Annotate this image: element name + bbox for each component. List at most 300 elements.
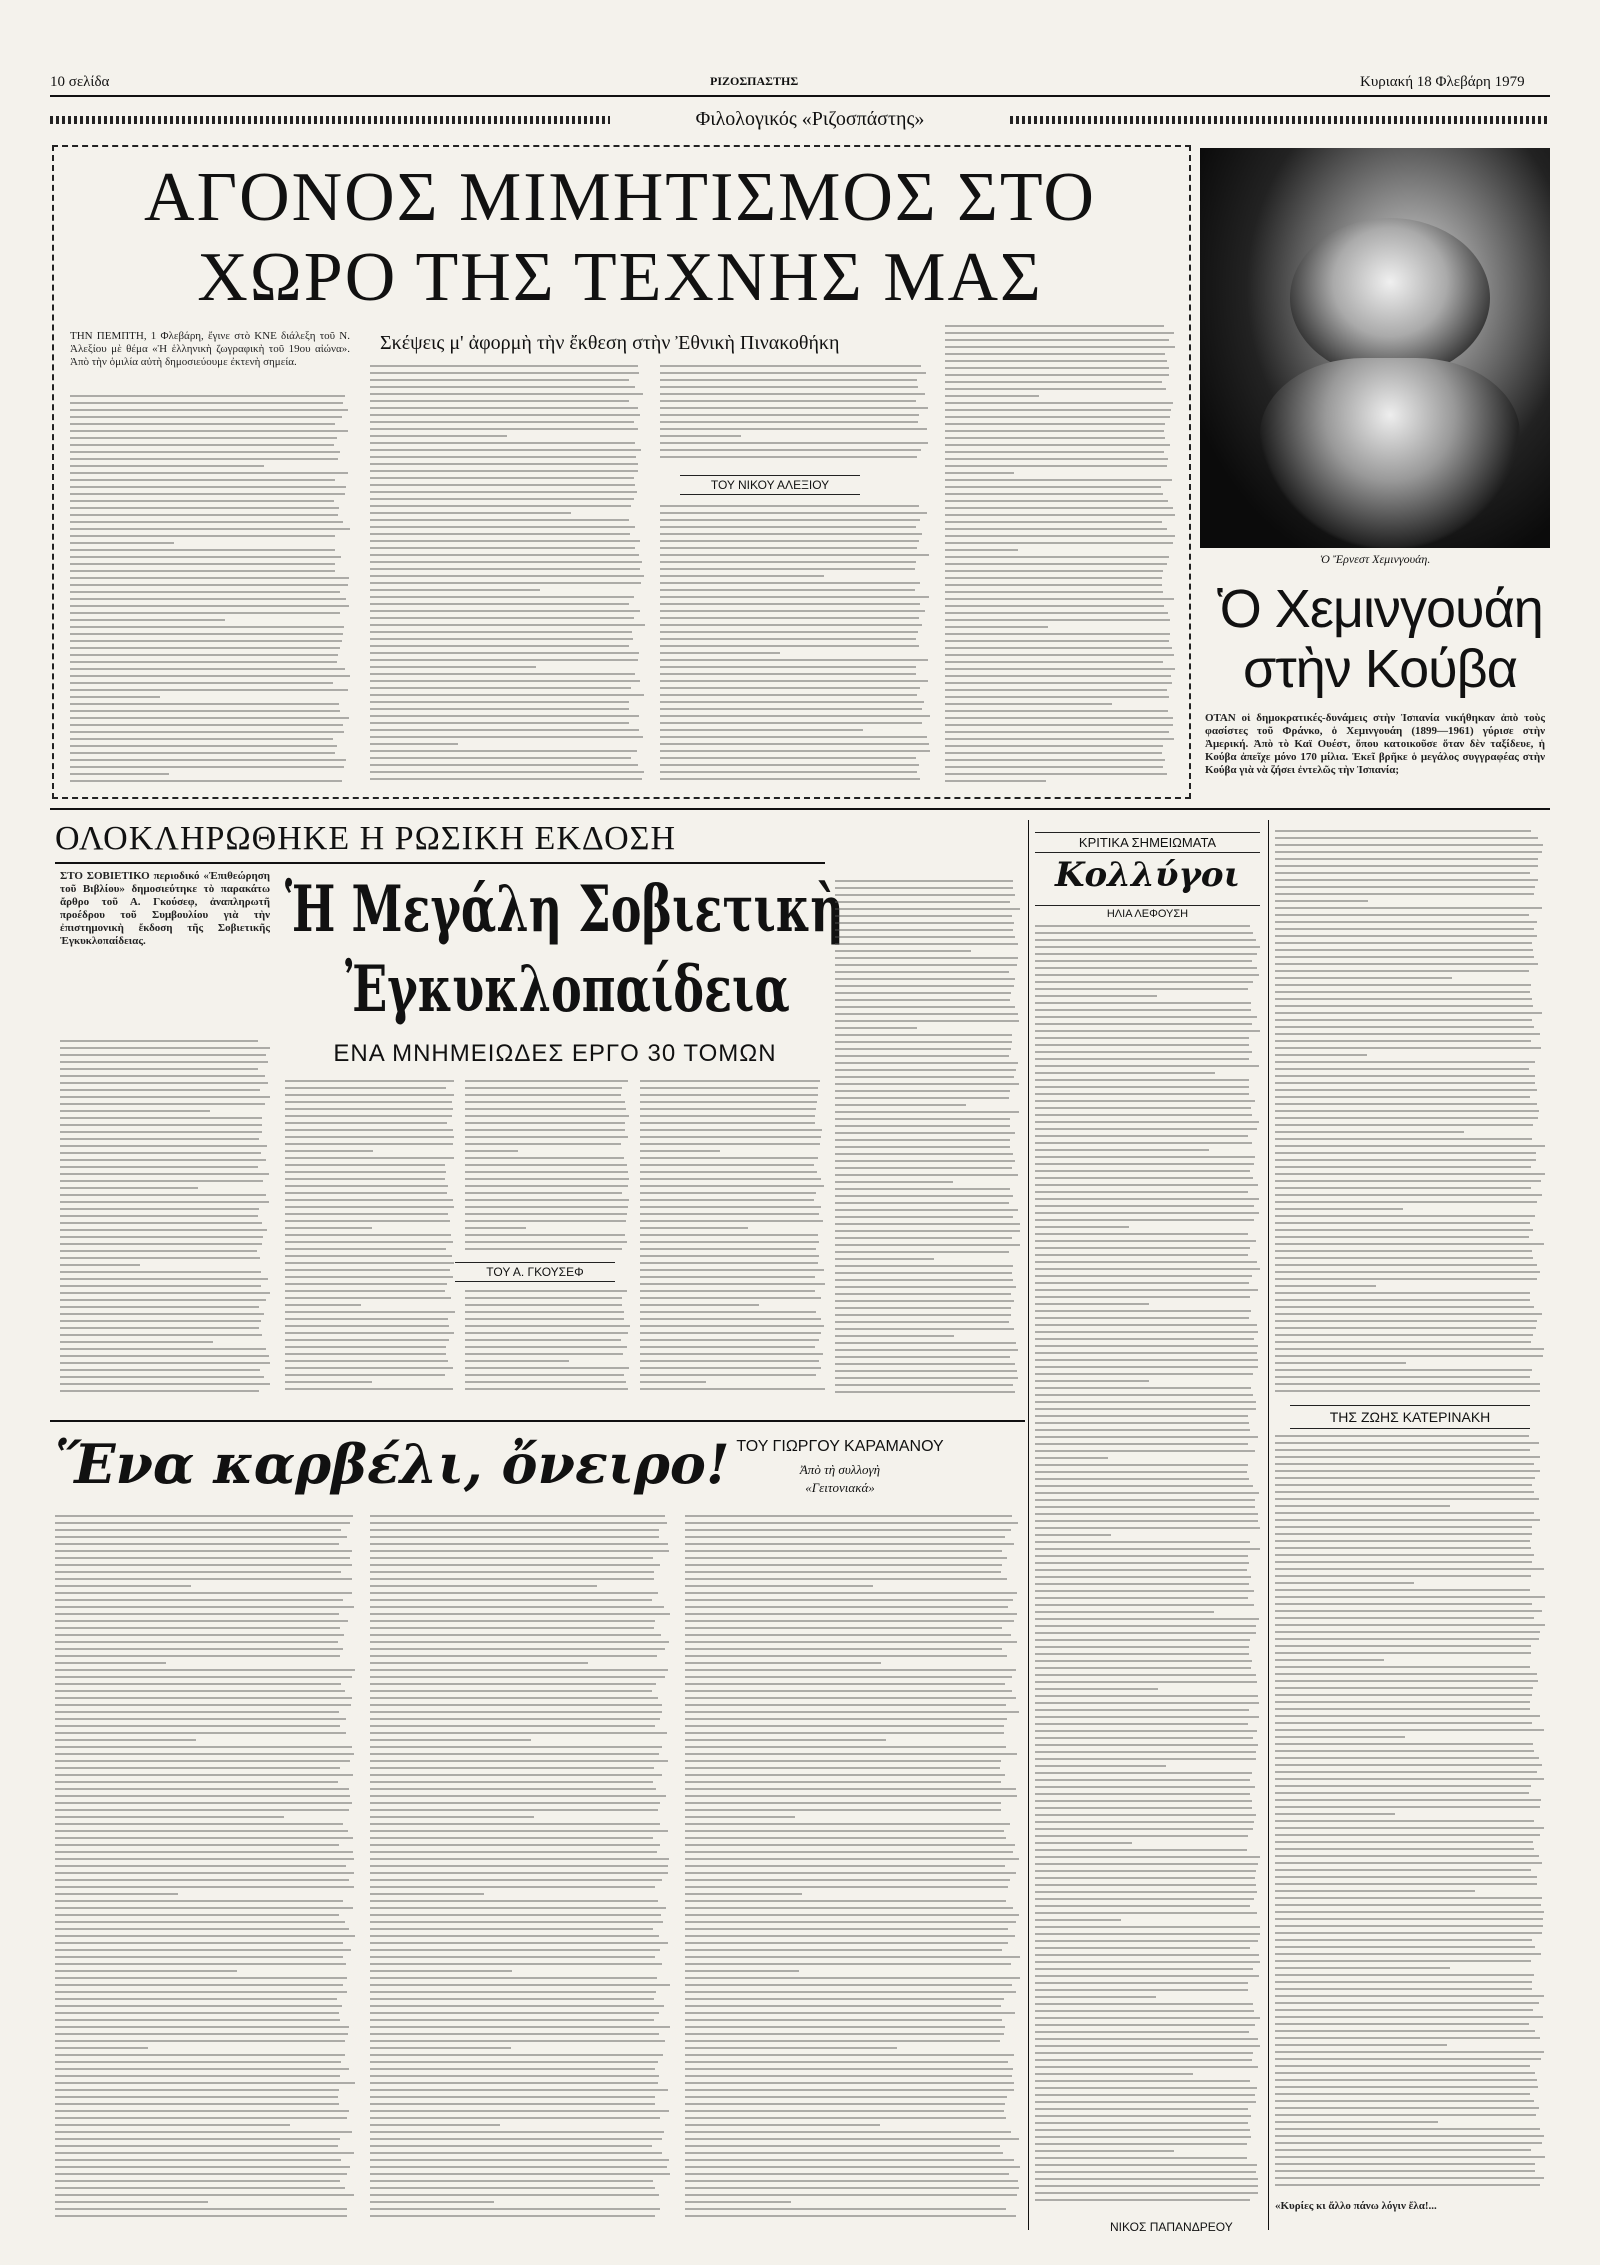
text-line [685,1886,1008,1888]
text-line [465,1353,623,1355]
text-line [685,1634,1011,1636]
text-line [1275,1715,1540,1717]
text-line [1275,1306,1534,1308]
text-line [1275,1575,1531,1577]
text-line [945,591,1163,593]
text-line [945,374,1169,376]
text-line [370,1634,661,1636]
text-line [370,610,640,612]
text-line [685,1984,1012,1986]
text-line [55,1578,352,1580]
text-line [835,1041,1012,1043]
text-line [685,2068,1013,2070]
text-line [945,759,1165,761]
text-line [685,1718,1007,1720]
text-line [640,1255,819,1257]
text-line [1035,1051,1252,1053]
text-line [1035,1835,1248,1837]
text-line [370,1844,660,1846]
text-line [1275,984,1531,986]
text-line [1035,1660,1252,1662]
text-line [55,1928,349,1930]
text-line [285,1381,372,1383]
text-line [1035,1072,1215,1074]
text-line [370,2180,653,2182]
text-line [640,1171,817,1173]
text-line [370,708,629,710]
text-line [1035,1373,1253,1375]
text-line [70,493,345,495]
text-line [685,1970,799,1972]
text-line [1035,1030,1260,1032]
text-line [285,1283,447,1285]
review-signature: ΝΙΚΟΣ ΠΑΠΑΝΔΡΕΟΥ [1110,2220,1233,2234]
text-line [285,1122,447,1124]
text-line [465,1332,628,1334]
text-line [1275,1764,1542,1766]
text-line [55,1851,353,1853]
text-line [370,1963,662,1965]
text-line [55,1788,349,1790]
text-line [1275,1362,1406,1364]
text-line [1275,1736,1405,1738]
text-line [1035,1961,1260,1963]
text-line [370,673,635,675]
text-line [70,563,335,565]
text-line [1275,1505,1450,1507]
text-line [60,1054,266,1056]
text-line [370,659,638,661]
text-line [685,1830,1004,1832]
text-line [1275,1757,1539,1759]
text-line [685,2061,1008,2063]
text-line [660,617,919,619]
text-line [945,521,1162,523]
text-line [55,1585,191,1587]
text-line [660,589,915,591]
text-line [1035,1037,1249,1039]
text-line [1275,1376,1530,1378]
text-line [465,1101,625,1103]
text-line [1035,932,1253,934]
text-line [1035,2059,1252,2061]
text-line [945,724,1173,726]
text-line [685,1746,1006,1748]
text-line [370,1921,663,1923]
text-line [1275,1299,1530,1301]
text-line [1275,865,1538,867]
text-line [70,738,333,740]
text-line [1275,1173,1545,1175]
text-line [1035,1128,1257,1130]
text-line [1275,2044,1447,2046]
text-line [945,388,1166,390]
text-line [945,346,1175,348]
text-line [685,1760,1001,1762]
text-line [835,1069,1016,1071]
text-line [660,519,920,521]
text-line [370,1816,534,1818]
text-line [370,1592,658,1594]
text-line [70,584,348,586]
text-line [1275,1187,1531,1189]
article-title-line2: ΧΩΡΟ ΤΗΣ ΤΕΧΝΗΣ ΜΑΣ [197,239,1043,316]
text-line [55,1970,237,1972]
text-line [640,1087,818,1089]
text-line [55,1550,352,1552]
text-line [70,626,344,628]
text-line [370,1697,658,1699]
text-line [640,1262,818,1264]
text-line [660,708,922,710]
text-line [945,381,1162,383]
text-line [1275,2030,1535,2032]
text-line [835,992,1011,994]
text-line [70,437,337,439]
text-line [285,1332,454,1334]
text-line [1275,1540,1530,1542]
text-line [685,1571,1001,1573]
text-line [60,1285,261,1287]
text-line [1275,1131,1464,1133]
text-line [55,2166,350,2168]
text-line [660,421,918,423]
text-line [370,1662,588,1664]
article-column-2 [370,365,645,790]
text-line [660,414,919,416]
text-line [835,1307,1011,1309]
text-line [55,1984,343,1986]
text-line [1275,1257,1533,1259]
text-line [60,1075,265,1077]
text-line [640,1248,816,1250]
text-line [285,1108,453,1110]
text-line [945,780,1046,782]
text-line [370,1627,654,1629]
text-line [370,1823,660,1825]
text-line [685,1802,1001,1804]
text-line [1275,1876,1537,1878]
text-line [945,766,1163,768]
page-number: 10 σελίδα [50,74,110,90]
text-line [685,2152,1003,2154]
text-line [1275,2079,1537,2081]
text-line [1035,2178,1258,2180]
text-line [370,1865,668,1867]
text-line [835,1188,1010,1190]
text-line [1035,1884,1256,1886]
text-line [640,1325,824,1327]
text-line [1275,2100,1534,2102]
text-line [1275,1589,1530,1591]
text-line [945,619,1170,621]
article-column-3b [660,505,930,790]
text-line [1275,1652,1531,1654]
text-line [55,1620,348,1622]
text-line [1035,1674,1256,1676]
text-line [660,393,925,395]
text-line [465,1206,628,1208]
text-line [835,1321,1009,1323]
text-line [60,1068,258,1070]
text-line [60,1236,263,1238]
text-line [685,2026,1005,2028]
text-line [945,668,1175,670]
text-line [1275,2093,1530,2095]
text-line [370,1536,659,1538]
text-line [1275,1208,1403,1210]
text-line [465,1234,625,1236]
text-line [55,1935,355,1937]
text-line [685,1998,1004,2000]
text-line [1275,1477,1535,1479]
text-line [370,771,644,773]
text-line [660,568,915,570]
text-line [685,1809,1001,1811]
text-line [660,743,929,745]
text-line [945,612,1168,614]
text-line [685,2075,1012,2077]
text-line [1035,1625,1256,1627]
text-line [55,1998,337,2000]
text-line [1035,1471,1247,1473]
text-line [685,1662,881,1664]
text-line [60,1201,269,1203]
text-line [1275,830,1531,832]
text-line [70,689,348,691]
text-line [55,2068,349,2070]
text-line [1035,2003,1253,2005]
text-line [370,582,641,584]
text-line [685,1515,1012,1517]
text-line [1035,1828,1253,1830]
text-line [370,617,634,619]
text-line [945,507,1173,509]
text-line [370,1571,654,1573]
text-line [1275,1666,1530,1668]
text-line [835,915,1012,917]
text-line [660,603,920,605]
text-line [55,2180,340,2182]
text-line [1275,1033,1540,1035]
text-line [835,1265,1013,1267]
text-line [1275,963,1538,965]
text-line [1035,1296,1250,1298]
text-line [60,1369,260,1371]
text-line [685,1578,1007,1580]
text-line [685,1669,1016,1671]
story-source-line2: «Γειτονιακά» [805,1480,875,1495]
text-line [835,1209,1018,1211]
text-line [660,561,916,563]
text-line [640,1346,815,1348]
text-line [55,1683,341,1685]
text-line [370,1704,662,1706]
text-line [1035,2129,1250,2131]
text-line [1035,2010,1254,2012]
text-line [60,1124,262,1126]
text-line [1035,1401,1256,1403]
text-line [1275,1463,1534,1465]
text-line [1035,2199,1250,2201]
text-line [685,1900,1006,1902]
text-line [285,1241,453,1243]
text-line [60,1306,259,1308]
text-line [370,1669,668,1671]
text-line [1275,872,1530,874]
text-line [1275,1708,1530,1710]
text-line [1275,1390,1540,1392]
text-line [370,2096,655,2098]
text-line [1275,935,1537,937]
text-line [1275,921,1537,923]
text-line [835,929,1013,931]
text-line [70,479,335,481]
text-line [835,1146,1010,1148]
text-line [370,1942,668,1944]
text-line [835,894,1015,896]
text-line [1035,1324,1257,1326]
text-line [285,1234,451,1236]
text-line [370,1893,484,1895]
text-line [685,2201,791,2203]
text-line [1275,956,1534,958]
text-line [465,1318,624,1320]
text-line [640,1353,823,1355]
text-line [685,2131,1011,2133]
text-line [685,1585,873,1587]
text-line [55,2005,342,2007]
text-line [1275,1355,1543,1357]
text-line [945,577,1162,579]
text-line [835,1125,1010,1127]
text-line [1275,1313,1542,1315]
text-line [1035,2080,1250,2082]
text-line [1035,1149,1209,1151]
text-line [640,1150,720,1152]
text-line [465,1213,627,1215]
text-line [55,2145,338,2147]
text-line [285,1360,448,1362]
text-line [945,395,1039,397]
text-line [55,1865,346,1867]
text-line [1035,1121,1259,1123]
text-line [1275,837,1538,839]
text-line [370,1956,655,1958]
text-line [835,1293,1011,1295]
encyclopedia-column-3a [465,1080,630,1255]
text-line [1035,1793,1250,1795]
text-line [70,570,335,572]
text-line [1275,1953,1541,1955]
text-line [370,442,635,444]
text-line [1035,925,1250,927]
text-line [685,1543,1014,1545]
text-line [835,1279,1013,1281]
text-line [55,1648,343,1650]
text-line [685,1767,1000,1769]
text-line [1035,1506,1255,1508]
text-line [370,1746,662,1748]
text-line [55,1844,339,1846]
text-line [55,1809,349,1811]
text-line [60,1089,260,1091]
text-line [1275,1932,1542,1934]
text-line [370,498,634,500]
text-line [370,2173,670,2175]
text-line [945,458,1168,460]
text-line [60,1334,262,1336]
text-line [370,2159,669,2161]
text-line [640,1199,814,1201]
text-line [1035,1534,1111,1536]
text-line [1035,2164,1257,2166]
text-line [685,1683,1005,1685]
text-line [660,624,922,626]
text-line [945,430,1164,432]
text-line [685,1956,1020,1958]
text-line [640,1213,819,1215]
text-line [370,2068,655,2070]
text-line [685,1921,1016,1923]
text-line [1275,1848,1534,1850]
text-line [1275,1180,1541,1182]
text-line [1275,1533,1532,1535]
text-line [1275,1813,1395,1815]
text-line [285,1346,446,1348]
text-line [1275,844,1543,846]
text-line [55,1900,343,1902]
text-line [640,1318,821,1320]
text-line [1035,1065,1259,1067]
text-line [835,1160,1015,1162]
text-line [835,880,1013,882]
text-line [1035,1639,1250,1641]
text-line [285,1318,448,1320]
text-line [370,1613,670,1615]
text-line [1275,2009,1533,2011]
text-line [60,1341,213,1343]
text-line [945,472,1014,474]
text-line [1035,1044,1249,1046]
text-line [1275,1974,1534,1976]
text-line [1275,1054,1367,1056]
text-line [685,1935,1015,1937]
text-line [945,416,1170,418]
text-line [370,2145,652,2147]
text-line [835,1006,1015,1008]
text-line [55,2201,208,2203]
text-line [1275,928,1534,930]
text-line [1275,1201,1537,1203]
text-line [1035,1590,1254,1592]
text-line [945,647,1172,649]
text-line [1275,1694,1532,1696]
text-line [55,1886,354,1888]
text-line [640,1080,820,1082]
text-line [1275,1005,1533,1007]
text-line [945,409,1171,411]
text-line [285,1150,373,1152]
text-line [945,584,1162,586]
text-line [685,2145,1000,2147]
text-line [1275,1229,1533,1231]
encyclopedia-byline: ΤΟΥ Α. ΓΚΟΥΣΕΦ [455,1262,615,1282]
text-line [370,421,634,423]
text-line [370,379,629,381]
text-line [1275,1918,1543,1920]
text-line [370,1851,657,1853]
